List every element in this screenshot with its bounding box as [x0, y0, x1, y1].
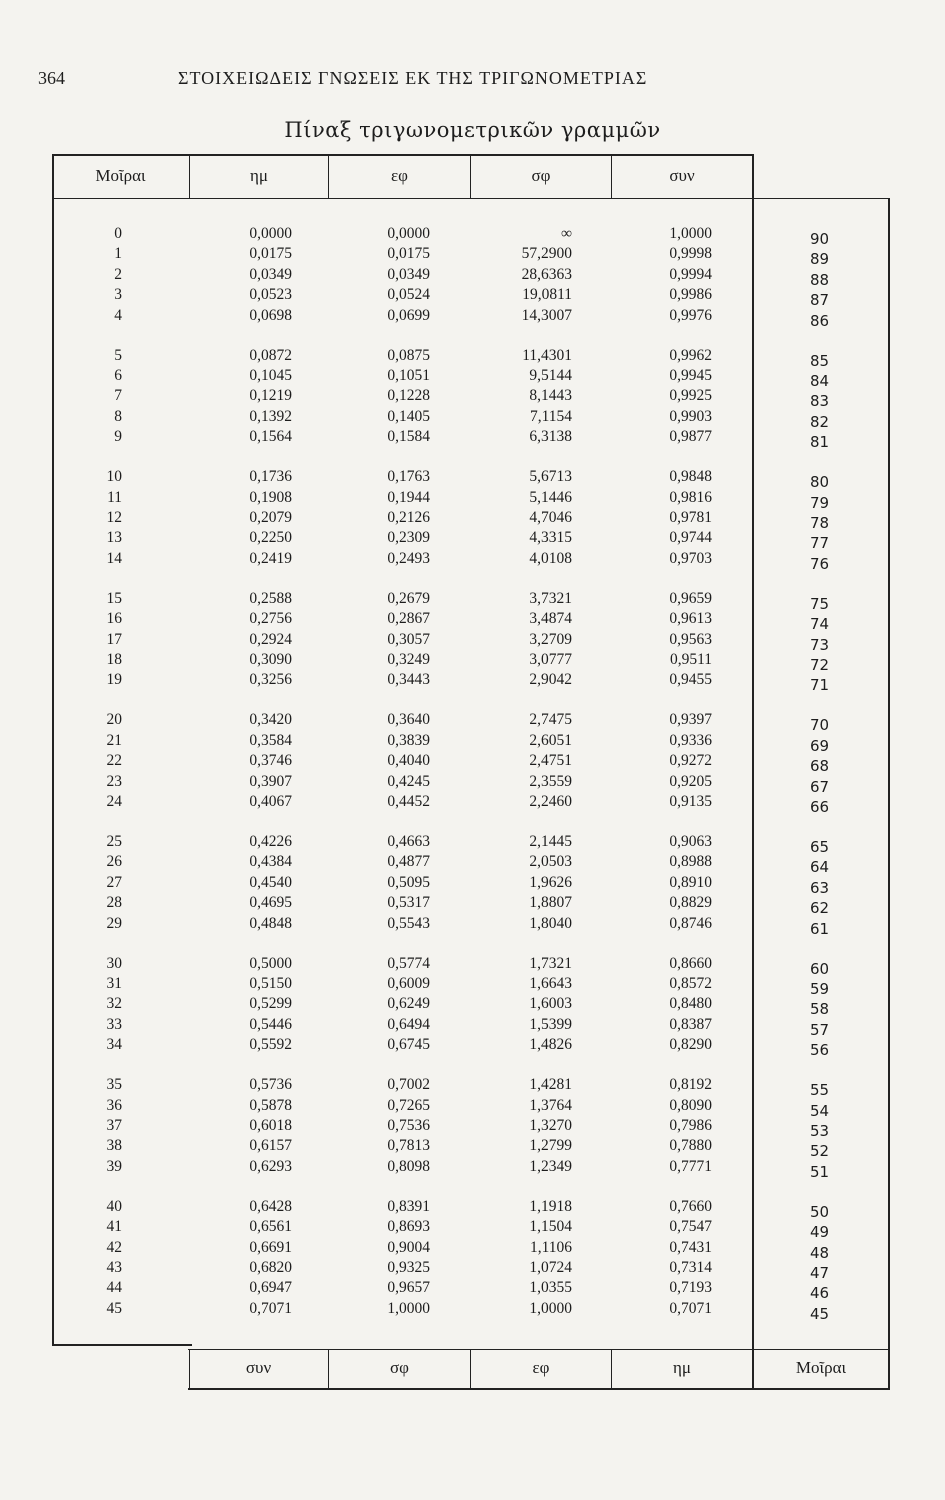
cot-value: 1,6003	[529, 995, 572, 1013]
degree-right: 78	[810, 514, 830, 532]
degree-left: 25	[106, 833, 122, 850]
footer-degrees: Μοῖραι	[795, 1358, 847, 1377]
sin-value: 0,0349	[249, 265, 292, 283]
cos-value: 0,9659	[669, 589, 712, 607]
tan-value: 0,5317	[387, 894, 430, 912]
cos-value: 0,9976	[669, 306, 712, 324]
degree-left: 36	[106, 1096, 122, 1114]
degree-right: 89	[810, 250, 830, 269]
sin-value: 0,3584	[249, 731, 292, 749]
cot-value: 4,7046	[529, 509, 572, 526]
footer-tan: εφ	[532, 1358, 550, 1377]
cot-value: 3,2709	[529, 630, 572, 648]
sin-value: 0,4067	[249, 793, 292, 810]
cos-value: 0,9703	[669, 549, 712, 567]
cot-value: 2,2460	[529, 793, 572, 810]
cos-value: 0,7193	[669, 1279, 712, 1297]
degree-right: 71	[810, 676, 830, 695]
cos-value: 0,7547	[669, 1218, 712, 1236]
cos-value: 0,9994	[669, 265, 712, 283]
cot-value: 3,4874	[529, 610, 572, 628]
tan-value: 0,0175	[387, 245, 430, 263]
cos-value: 0,7660	[669, 1197, 712, 1215]
degree-left: 40	[106, 1197, 122, 1215]
tan-value: 0,4877	[387, 853, 430, 871]
cot-value: 1,8807	[529, 894, 572, 912]
degree-right: 47	[810, 1264, 830, 1282]
degree-left: 33	[106, 1015, 122, 1033]
degree-right: 48	[810, 1243, 830, 1262]
sin-value: 0,3746	[249, 752, 292, 770]
cos-value: 0,9272	[669, 752, 712, 770]
tan-value: 0,0699	[387, 306, 430, 324]
tan-value: 0,0875	[387, 346, 430, 364]
tan-value: 0,1763	[387, 468, 430, 486]
cos-value: 0,9063	[669, 833, 712, 850]
cot-value: 1,5399	[529, 1015, 572, 1033]
degree-left: 16	[106, 610, 122, 628]
sin-value: 0,4384	[249, 853, 292, 871]
degree-left: 12	[106, 509, 122, 526]
degree-right: 84	[810, 372, 830, 390]
sin-value: 0,4226	[249, 833, 292, 850]
tan-value: 0,4663	[387, 833, 430, 850]
cot-value: 1,1504	[529, 1218, 572, 1236]
degree-left: 18	[106, 651, 122, 668]
cos-value: 0,8660	[669, 954, 712, 972]
cot-value: 2,7475	[529, 711, 572, 729]
cos-value: 0,9336	[669, 731, 712, 749]
degree-right: 67	[810, 777, 830, 796]
tan-value: 0,2867	[387, 610, 430, 628]
cot-value: 9,5144	[529, 367, 572, 384]
sin-value: 0,2756	[249, 610, 292, 628]
degree-left: 44	[106, 1279, 122, 1297]
table-title: Πίναξ τριγωνομετρικῶν γραμμῶν	[284, 118, 661, 142]
cot-value: 3,0777	[529, 651, 572, 668]
footer-sin: ημ	[672, 1358, 691, 1377]
cot-value: 1,0724	[529, 1259, 572, 1276]
tan-value: 0,3839	[387, 731, 430, 749]
degree-left: 37	[106, 1117, 122, 1134]
cot-value: 1,4281	[529, 1076, 572, 1094]
tan-value: 0,6494	[387, 1015, 430, 1033]
degree-left: 19	[106, 671, 122, 689]
cot-value: 57,2900	[521, 245, 572, 263]
sin-value: 0,1392	[249, 407, 292, 425]
tan-value: 0,7813	[387, 1137, 430, 1155]
degree-right: 55	[810, 1081, 830, 1100]
degree-right: 88	[810, 270, 830, 289]
sin-value: 0,6157	[249, 1137, 292, 1155]
tan-value: 0,1584	[387, 428, 430, 446]
degree-right: 76	[810, 554, 830, 573]
cos-value: 0,7314	[669, 1259, 712, 1276]
tan-value: 0,8391	[387, 1197, 430, 1215]
cot-value: 1,1106	[529, 1238, 572, 1256]
sin-value: 0,4695	[249, 894, 292, 912]
degree-left: 6	[114, 367, 122, 384]
degree-right: 85	[810, 351, 830, 370]
degree-right: 72	[810, 656, 830, 674]
degree-left: 8	[114, 407, 122, 425]
col-sep-5	[752, 154, 754, 1390]
tan-value: 0,1228	[387, 387, 430, 405]
degree-left: 42	[106, 1238, 122, 1256]
cot-value: 11,4301	[522, 346, 572, 364]
tan-value: 0,0349	[387, 265, 430, 283]
cos-value: 0,9848	[669, 468, 712, 486]
cos-value: 0,7771	[669, 1157, 712, 1175]
tan-value: 0,6745	[387, 1036, 430, 1054]
degree-left: 1	[114, 245, 122, 263]
tan-value: 0,2493	[387, 549, 430, 567]
sin-value: 0,6947	[249, 1279, 292, 1297]
tan-value: 0,0524	[387, 286, 430, 304]
tan-value: 0,4452	[387, 793, 430, 810]
tan-value: 0,7536	[387, 1117, 430, 1134]
cos-value: 0,7880	[669, 1137, 712, 1155]
degree-right: 81	[810, 433, 830, 452]
tan-value: 0,0000	[387, 225, 430, 242]
tan-value: 0,5095	[387, 873, 430, 891]
degree-right: 83	[810, 392, 830, 411]
degree-left: 45	[106, 1299, 122, 1317]
tan-value: 0,1051	[387, 367, 430, 384]
cos-value: 0,9903	[669, 407, 712, 425]
cos-value: 0,8290	[669, 1036, 712, 1054]
cos-value: 0,8480	[669, 995, 712, 1013]
sin-value: 0,0175	[249, 245, 292, 263]
cos-value: 0,9205	[669, 772, 712, 790]
sin-value: 0,7071	[249, 1299, 292, 1317]
degree-right: 62	[810, 899, 830, 918]
cot-value: 1,9626	[529, 873, 572, 891]
degree-right: 75	[810, 594, 830, 613]
bottom-rule	[188, 1388, 890, 1390]
cos-value: 0,9397	[669, 711, 712, 729]
page-number: 364	[38, 68, 65, 88]
sin-value: 0,5446	[249, 1015, 292, 1033]
sin-value: 0,4848	[249, 914, 292, 932]
footer-cos: συν	[245, 1358, 272, 1377]
tan-value: 0,4245	[387, 772, 430, 790]
degree-right: 86	[810, 311, 830, 330]
cot-value: 1,0000	[529, 1299, 572, 1317]
cot-value: 2,9042	[529, 671, 572, 689]
degree-right: 64	[810, 858, 830, 877]
tan-value: 0,2309	[387, 529, 430, 547]
top-rule	[52, 154, 752, 156]
sin-value: 0,2588	[249, 589, 292, 607]
sin-value: 0,1045	[249, 367, 292, 384]
cot-value: 1,7321	[529, 954, 572, 972]
tan-value: 0,5774	[387, 954, 430, 972]
degree-left: 2	[114, 265, 122, 283]
degree-right: 61	[810, 919, 830, 938]
sin-value: 0,5150	[249, 975, 292, 992]
degree-left: 43	[106, 1259, 122, 1276]
tan-value: 0,3249	[387, 651, 430, 668]
degree-left: 38	[106, 1137, 122, 1155]
degree-right: 46	[810, 1284, 830, 1303]
sin-value: 0,1736	[249, 468, 292, 486]
degree-left: 28	[106, 894, 122, 912]
degree-right: 53	[810, 1122, 830, 1140]
cot-value: 14,3007	[521, 306, 572, 324]
degree-left: 9	[114, 428, 122, 446]
sin-value: 0,5299	[249, 995, 292, 1013]
cos-value: 0,7986	[669, 1117, 712, 1134]
tan-value: 0,1405	[387, 407, 430, 425]
cot-value: 1,4826	[529, 1036, 572, 1054]
cot-value: 6,3138	[529, 428, 572, 446]
degree-left: 20	[106, 711, 122, 729]
cos-value: 0,9877	[669, 428, 712, 446]
degree-right: 60	[810, 959, 830, 978]
degree-left: 29	[106, 914, 122, 932]
degree-right: 73	[810, 635, 830, 654]
tan-value: 0,9325	[387, 1259, 430, 1276]
sin-value: 0,5878	[249, 1096, 292, 1114]
degree-right: 58	[810, 1000, 830, 1019]
degree-left: 35	[106, 1076, 122, 1094]
cot-value: 4,3315	[529, 529, 572, 547]
sin-value: 0,6018	[249, 1117, 292, 1134]
cos-value: 0,9744	[669, 529, 712, 547]
cos-value: 0,9816	[669, 488, 712, 506]
header-degrees: Μοῖραι	[95, 166, 146, 185]
degree-left: 0	[114, 225, 122, 242]
cot-value: 4,0108	[529, 549, 572, 567]
tan-value: 0,7002	[387, 1076, 430, 1094]
cos-value: 0,8910	[669, 873, 712, 891]
cos-value: 0,7431	[669, 1238, 712, 1256]
sin-value: 0,2250	[249, 529, 292, 547]
tan-value: 0,9004	[387, 1238, 430, 1256]
degree-right: 69	[810, 736, 830, 755]
degree-left: 31	[106, 975, 122, 992]
degree-left: 14	[106, 549, 122, 567]
degree-left: 27	[106, 873, 122, 891]
tan-value: 0,2679	[387, 589, 430, 607]
degree-right: 59	[810, 980, 830, 998]
degree-left: 23	[106, 772, 122, 790]
sin-value: 0,1564	[249, 428, 292, 446]
degree-left: 5	[114, 346, 122, 364]
degree-left: 17	[106, 630, 122, 648]
degree-right: 90	[810, 230, 830, 248]
degree-left: 13	[106, 529, 122, 547]
header-rule	[52, 198, 890, 199]
cos-value: 0,8572	[669, 975, 712, 992]
degree-right: 79	[810, 493, 830, 512]
degree-left: 22	[106, 752, 122, 770]
degree-right: 56	[810, 1041, 830, 1060]
degree-left: 10	[106, 468, 122, 486]
cos-value: 0,9511	[669, 651, 712, 668]
tan-value: 0,6009	[387, 975, 430, 992]
sin-value: 0,0698	[249, 306, 292, 324]
tan-value: 0,6249	[387, 995, 430, 1013]
degree-left: 4	[114, 306, 122, 324]
sin-value: 0,5736	[249, 1076, 292, 1094]
sin-value: 0,6428	[249, 1197, 292, 1215]
degree-right: 45	[810, 1304, 830, 1323]
sin-value: 0,3907	[249, 772, 292, 790]
cot-value: 2,1445	[529, 833, 572, 850]
cos-value: 0,8192	[669, 1076, 712, 1094]
cos-value: 0,9962	[669, 346, 712, 364]
degree-left: 30	[106, 954, 122, 972]
tan-value: 0,5543	[387, 914, 430, 932]
cot-value: 3,7321	[529, 589, 572, 607]
degree-right: 51	[810, 1162, 830, 1181]
sin-value: 0,1908	[249, 488, 292, 506]
cos-value: 0,9986	[669, 286, 712, 304]
tan-value: 0,8693	[387, 1218, 430, 1236]
sin-value: 0,5592	[249, 1036, 292, 1054]
degree-right: 50	[810, 1202, 830, 1221]
degree-left: 21	[106, 731, 122, 749]
cos-value: 1,0000	[669, 225, 712, 242]
degree-right: 65	[810, 838, 830, 856]
cot-value: 1,3270	[529, 1117, 572, 1134]
cos-value: 0,9925	[669, 387, 712, 405]
trig-table	[52, 154, 890, 1390]
cot-value: 1,0355	[529, 1279, 572, 1297]
header-cot: σφ	[531, 166, 551, 185]
tan-value: 0,8098	[387, 1157, 430, 1175]
sin-value: 0,6561	[249, 1218, 292, 1236]
left-border	[52, 154, 54, 1346]
tan-value: 0,3443	[387, 671, 430, 689]
cos-value: 0,9998	[669, 245, 712, 263]
tan-value: 0,2126	[387, 509, 430, 526]
sin-value: 0,4540	[249, 873, 292, 891]
degree-right: 80	[810, 473, 830, 492]
degree-right: 52	[810, 1142, 830, 1161]
header-cos: συν	[669, 166, 695, 185]
cot-value: 1,8040	[529, 914, 572, 932]
sin-value: 0,5000	[249, 954, 292, 972]
cos-value: 0,9455	[669, 671, 712, 689]
cot-value: 2,3559	[529, 772, 572, 790]
tan-value: 0,1944	[387, 488, 430, 506]
cot-value: 2,4751	[529, 752, 572, 770]
right-border	[888, 198, 890, 1390]
tan-value: 0,4040	[387, 752, 430, 770]
footer-cot: σφ	[390, 1358, 409, 1377]
tan-value: 0,3640	[387, 711, 430, 729]
cot-value: 19,0811	[522, 286, 572, 304]
degree-left: 39	[106, 1157, 122, 1175]
sin-value: 0,6820	[249, 1259, 292, 1276]
cot-value: ∞	[560, 225, 572, 242]
cos-value: 0,8988	[669, 853, 712, 871]
cot-value: 5,6713	[529, 468, 572, 486]
cot-value: 2,6051	[529, 731, 572, 749]
sin-value: 0,0000	[249, 225, 292, 242]
degree-left: 34	[106, 1036, 122, 1054]
cos-value: 0,9613	[669, 610, 712, 628]
cos-value: 0,8090	[669, 1096, 712, 1114]
degree-right: 66	[810, 798, 830, 816]
tan-value: 0,7265	[387, 1096, 430, 1114]
cos-value: 0,8829	[669, 894, 712, 912]
running-head: ΣΤΟΙΧΕΙΩΔΕΙΣ ΓΝΩΣΕΙΣ ΕΚ ΤΗΣ ΤΡΙΓΩΝΟΜΕΤΡΙΑΣ	[178, 68, 648, 88]
bottom-rule-left	[52, 1344, 192, 1346]
degree-right: 68	[810, 757, 830, 776]
degree-right: 49	[810, 1223, 830, 1242]
sin-value: 0,0523	[249, 286, 292, 304]
degree-left: 15	[106, 589, 122, 607]
sin-value: 0,2924	[249, 630, 292, 648]
header-sin: ημ	[249, 166, 268, 185]
cot-value: 2,0503	[529, 853, 572, 871]
degree-left: 24	[106, 793, 122, 810]
sin-value: 0,6691	[249, 1238, 292, 1256]
sin-value: 0,2419	[249, 549, 292, 567]
cos-value: 0,9945	[669, 367, 712, 384]
sin-value: 0,3090	[249, 651, 292, 668]
degree-right: 74	[810, 615, 830, 634]
degree-right: 87	[810, 291, 830, 310]
cot-value: 8,1443	[529, 387, 572, 405]
tan-value: 0,3057	[387, 630, 430, 648]
degree-left: 3	[114, 286, 122, 304]
page-header	[38, 68, 748, 98]
tan-value: 0,9657	[387, 1279, 430, 1297]
sin-value: 0,1219	[249, 387, 292, 405]
cos-value: 0,9135	[669, 793, 712, 810]
degree-left: 11	[107, 488, 122, 506]
cot-value: 1,1918	[529, 1197, 572, 1215]
cot-value: 1,6643	[529, 975, 572, 992]
degree-left: 7	[114, 387, 122, 405]
degree-left: 32	[106, 995, 122, 1013]
sin-value: 0,3256	[249, 671, 292, 689]
cos-value: 0,7071	[669, 1299, 712, 1317]
cos-value: 0,8746	[669, 914, 712, 932]
cot-value: 1,2799	[529, 1137, 572, 1155]
cot-value: 1,2349	[529, 1157, 572, 1175]
degree-right: 63	[810, 878, 830, 897]
sin-value: 0,2079	[249, 509, 292, 526]
degree-right: 57	[810, 1020, 830, 1039]
degree-right: 77	[810, 534, 830, 553]
cot-value: 5,1446	[529, 488, 572, 506]
cot-value: 1,3764	[529, 1096, 572, 1114]
sin-value: 0,0872	[249, 346, 292, 364]
degree-right: 54	[810, 1101, 830, 1120]
degree-left: 26	[106, 853, 122, 871]
header-tan: εφ	[391, 166, 408, 185]
cos-value: 0,9563	[669, 630, 712, 648]
cos-value: 0,8387	[669, 1015, 712, 1033]
degree-right: 82	[810, 412, 830, 431]
degree-left: 41	[106, 1218, 122, 1236]
footer-rule	[188, 1349, 890, 1350]
sin-value: 0,6293	[249, 1157, 292, 1175]
degree-right: 70	[810, 716, 830, 735]
cos-value: 0,9781	[669, 509, 712, 526]
sin-value: 0,3420	[249, 711, 292, 729]
cot-value: 7,1154	[529, 407, 572, 425]
tan-value: 1,0000	[387, 1299, 430, 1317]
cot-value: 28,6363	[521, 265, 572, 283]
